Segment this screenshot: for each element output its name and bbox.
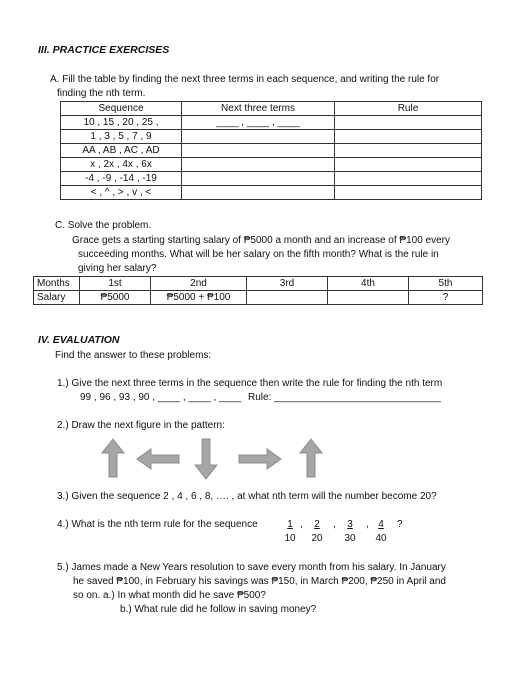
arrow-right-icon [237, 447, 283, 471]
fraction-3-numerator: 3 [347, 519, 353, 530]
sequence-cell: AA , AB , AC , AD [61, 144, 182, 158]
arrow-down-icon [193, 437, 219, 481]
header-next-terms: Next three terms [182, 102, 335, 116]
months-label: Months [34, 277, 80, 291]
rule-cell[interactable] [335, 172, 482, 186]
next-terms-cell[interactable] [182, 172, 335, 186]
rule-cell[interactable] [335, 158, 482, 172]
question-1-rule-line[interactable]: Rule: ______________________________ [248, 392, 441, 403]
evaluation-intro: Find the answer to these problems: [55, 350, 212, 361]
salary-row [34, 291, 483, 305]
table-row [61, 144, 482, 158]
question-4-end: ? [397, 519, 403, 530]
sequence-cell: 10 , 15 , 20 , 25 , [61, 116, 182, 130]
part-c-problem-line3: giving her salary? [78, 263, 157, 274]
month-3rd: 3rd [247, 277, 328, 291]
salary-1st: ₱5000 [80, 291, 151, 305]
table-row [61, 158, 482, 172]
next-terms-cell[interactable] [182, 130, 335, 144]
salary-3rd[interactable] [247, 291, 328, 305]
next-terms-cell[interactable] [182, 144, 335, 158]
question-5-line3: so on. a.) In what month did he save ₱500? [73, 590, 266, 601]
salary-5th[interactable]: ? [409, 291, 483, 305]
part-c-label: C. Solve the problem. [55, 220, 152, 231]
table-header-row [61, 102, 482, 116]
question-2-text: 2.) Draw the next figure in the pattern: [57, 420, 225, 431]
part-a-instruction-line2: finding the nth term. [57, 88, 146, 99]
fraction-1-numerator: 1 [287, 519, 293, 530]
months-row [34, 277, 483, 291]
question-5-line1: 5.) James made a New Years resolution to save every month from his salary. In January [57, 562, 446, 573]
rule-cell[interactable] [335, 116, 482, 130]
table-row [61, 172, 482, 186]
rule-cell[interactable] [335, 144, 482, 158]
month-5th: 5th [409, 277, 483, 291]
arrow-up-icon [298, 437, 324, 479]
sequence-cell: < , ^ , > , v , < [61, 186, 182, 200]
arrow-up-icon [100, 437, 126, 479]
question-1-text: 1.) Give the next three terms in the sequence then write the rule for finding the nth term [57, 378, 443, 389]
sequence-cell: x , 2x , 4x , 6x [61, 158, 182, 172]
question-3-text: 3.) Given the sequence 2 , 4 , 6 , 8, …. , at what nth term will the number become 20? [57, 491, 437, 502]
rule-cell[interactable] [335, 186, 482, 200]
part-a-instruction-line1: A. Fill the table by finding the next three terms in each sequence, and writing the rule for [50, 74, 440, 85]
salary-2nd: ₱5000 + ₱100 [151, 291, 247, 305]
question-5-line2: he saved ₱100, in February his savings was ₱150, in March ₱200, ₱250 in April and [73, 576, 446, 587]
next-terms-cell[interactable]: ____ , ____ , ____ [182, 116, 335, 130]
table-row [61, 130, 482, 144]
salary-label: Salary [34, 291, 80, 305]
arrow-left-icon [135, 447, 181, 471]
fraction-4-denominator: 40 [375, 533, 387, 544]
table-row [61, 186, 482, 200]
part-c-problem-line1: Grace gets a starting starting salary of ₱5000 a month and an increase of ₱100 every [72, 235, 450, 246]
question-1-sequence: 99 , 96 , 93 , 90 , ____ , ____ , ____ [80, 392, 242, 403]
section-3-heading: III. PRACTICE EXERCISES [38, 44, 170, 56]
part-c-problem-line2: succeeding months. What will be her salary on the fifth month? What is the rule in [78, 249, 439, 260]
month-2nd: 2nd [151, 277, 247, 291]
fraction-1-denominator: 10 [284, 533, 296, 544]
fraction-2-numerator: 2 [314, 519, 320, 530]
salary-table [33, 276, 483, 305]
header-rule: Rule [335, 102, 482, 116]
rule-cell[interactable] [335, 130, 482, 144]
section-4-heading: IV. EVALUATION [38, 334, 120, 346]
next-terms-cell[interactable] [182, 186, 335, 200]
fraction-3-denominator: 30 [344, 533, 356, 544]
month-1st: 1st [80, 277, 151, 291]
next-terms-cell[interactable] [182, 158, 335, 172]
question-5-line4: b.) What rule did he follow in saving money? [120, 604, 317, 615]
question-4-text: 4.) What is the nth term rule for the sequence [57, 519, 258, 530]
salary-4th[interactable] [328, 291, 409, 305]
sequence-cell: 1 , 3 , 5 , 7 , 9 [61, 130, 182, 144]
header-sequence: Sequence [61, 102, 182, 116]
sequence-table [60, 101, 482, 200]
fraction-4-numerator: 4 [378, 519, 384, 530]
sequence-cell: -4 , -9 , -14 , -19 [61, 172, 182, 186]
month-4th: 4th [328, 277, 409, 291]
table-row [61, 116, 482, 130]
fraction-2-denominator: 20 [311, 533, 323, 544]
